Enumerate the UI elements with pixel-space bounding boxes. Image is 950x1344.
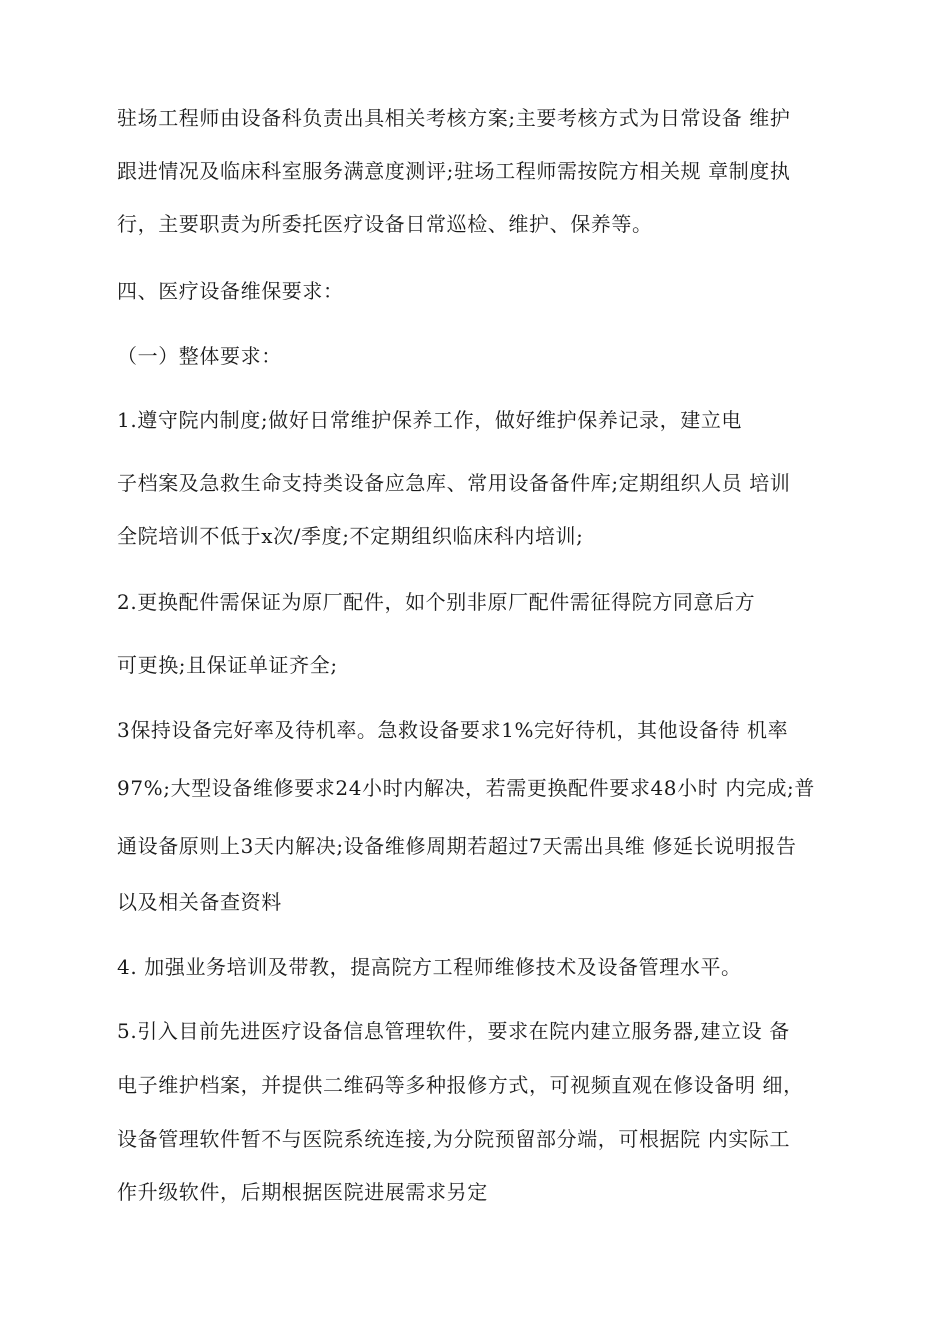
item-1-line-3: 全院培训不低于x次/季度;不定期组织临床科内培训;: [117, 524, 584, 548]
paragraph-line-3: 行，主要职责为所委托医疗设备日常巡检、维护、保养等。: [117, 212, 653, 236]
item-5-line-2: 电子维护档案，并提供二维码等多种报修方式，可视频直观在修设备明 细，: [117, 1073, 804, 1097]
item-2-line-1: 2.更换配件需保证为原厂配件，如个别非原厂配件需征得院方同意后方: [117, 590, 756, 614]
item-5-line-4: 作升级软件，后期根据医院进展需求另定: [117, 1180, 488, 1204]
paragraph-line-1: 驻场工程师由设备科负责出具相关考核方案;主要考核方式为日常设备 维护: [117, 106, 791, 130]
item-2-line-2: 可更换;且保证单证齐全;: [117, 653, 338, 677]
item-3-line-1: 3保持设备完好率及待机率。急救设备要求1%完好待机，其他设备待 机率: [117, 718, 789, 742]
item-4-line-1: 4. 加强业务培训及带教，提高院方工程师维修技术及设备管理水平。: [117, 955, 742, 979]
item-3-line-4: 以及相关备查资料: [117, 890, 282, 914]
item-5-line-3: 设备管理软件暂不与医院系统连接,为分院预留部分端，可根据院 内实际工: [117, 1127, 791, 1151]
section-heading-four: 四、医疗设备维保要求：: [117, 279, 344, 303]
item-5-line-1: 5.引入目前先进医疗设备信息管理软件，要求在院内建立服务器,建立设 备: [117, 1019, 790, 1043]
item-1-line-1: 1.遵守院内制度;做好日常维护保养工作，做好维护保养记录，建立电: [117, 408, 743, 432]
item-3-line-2: 97%;大型设备维修要求24小时内解决，若需更换配件要求48小时 内完成;普: [117, 776, 815, 800]
item-3-line-3: 通设备原则上3天内解决;设备维修周期若超过7天需出具维 修延长说明报告: [117, 834, 797, 858]
paragraph-line-2: 跟进情况及临床科室服务满意度测评;驻场工程师需按院方相关规 章制度执: [117, 159, 791, 183]
subsection-heading-overall: （一）整体要求：: [117, 344, 282, 368]
item-1-line-2: 子档案及急救生命支持类设备应急库、常用设备备件库;定期组织人员 培训: [117, 471, 791, 495]
